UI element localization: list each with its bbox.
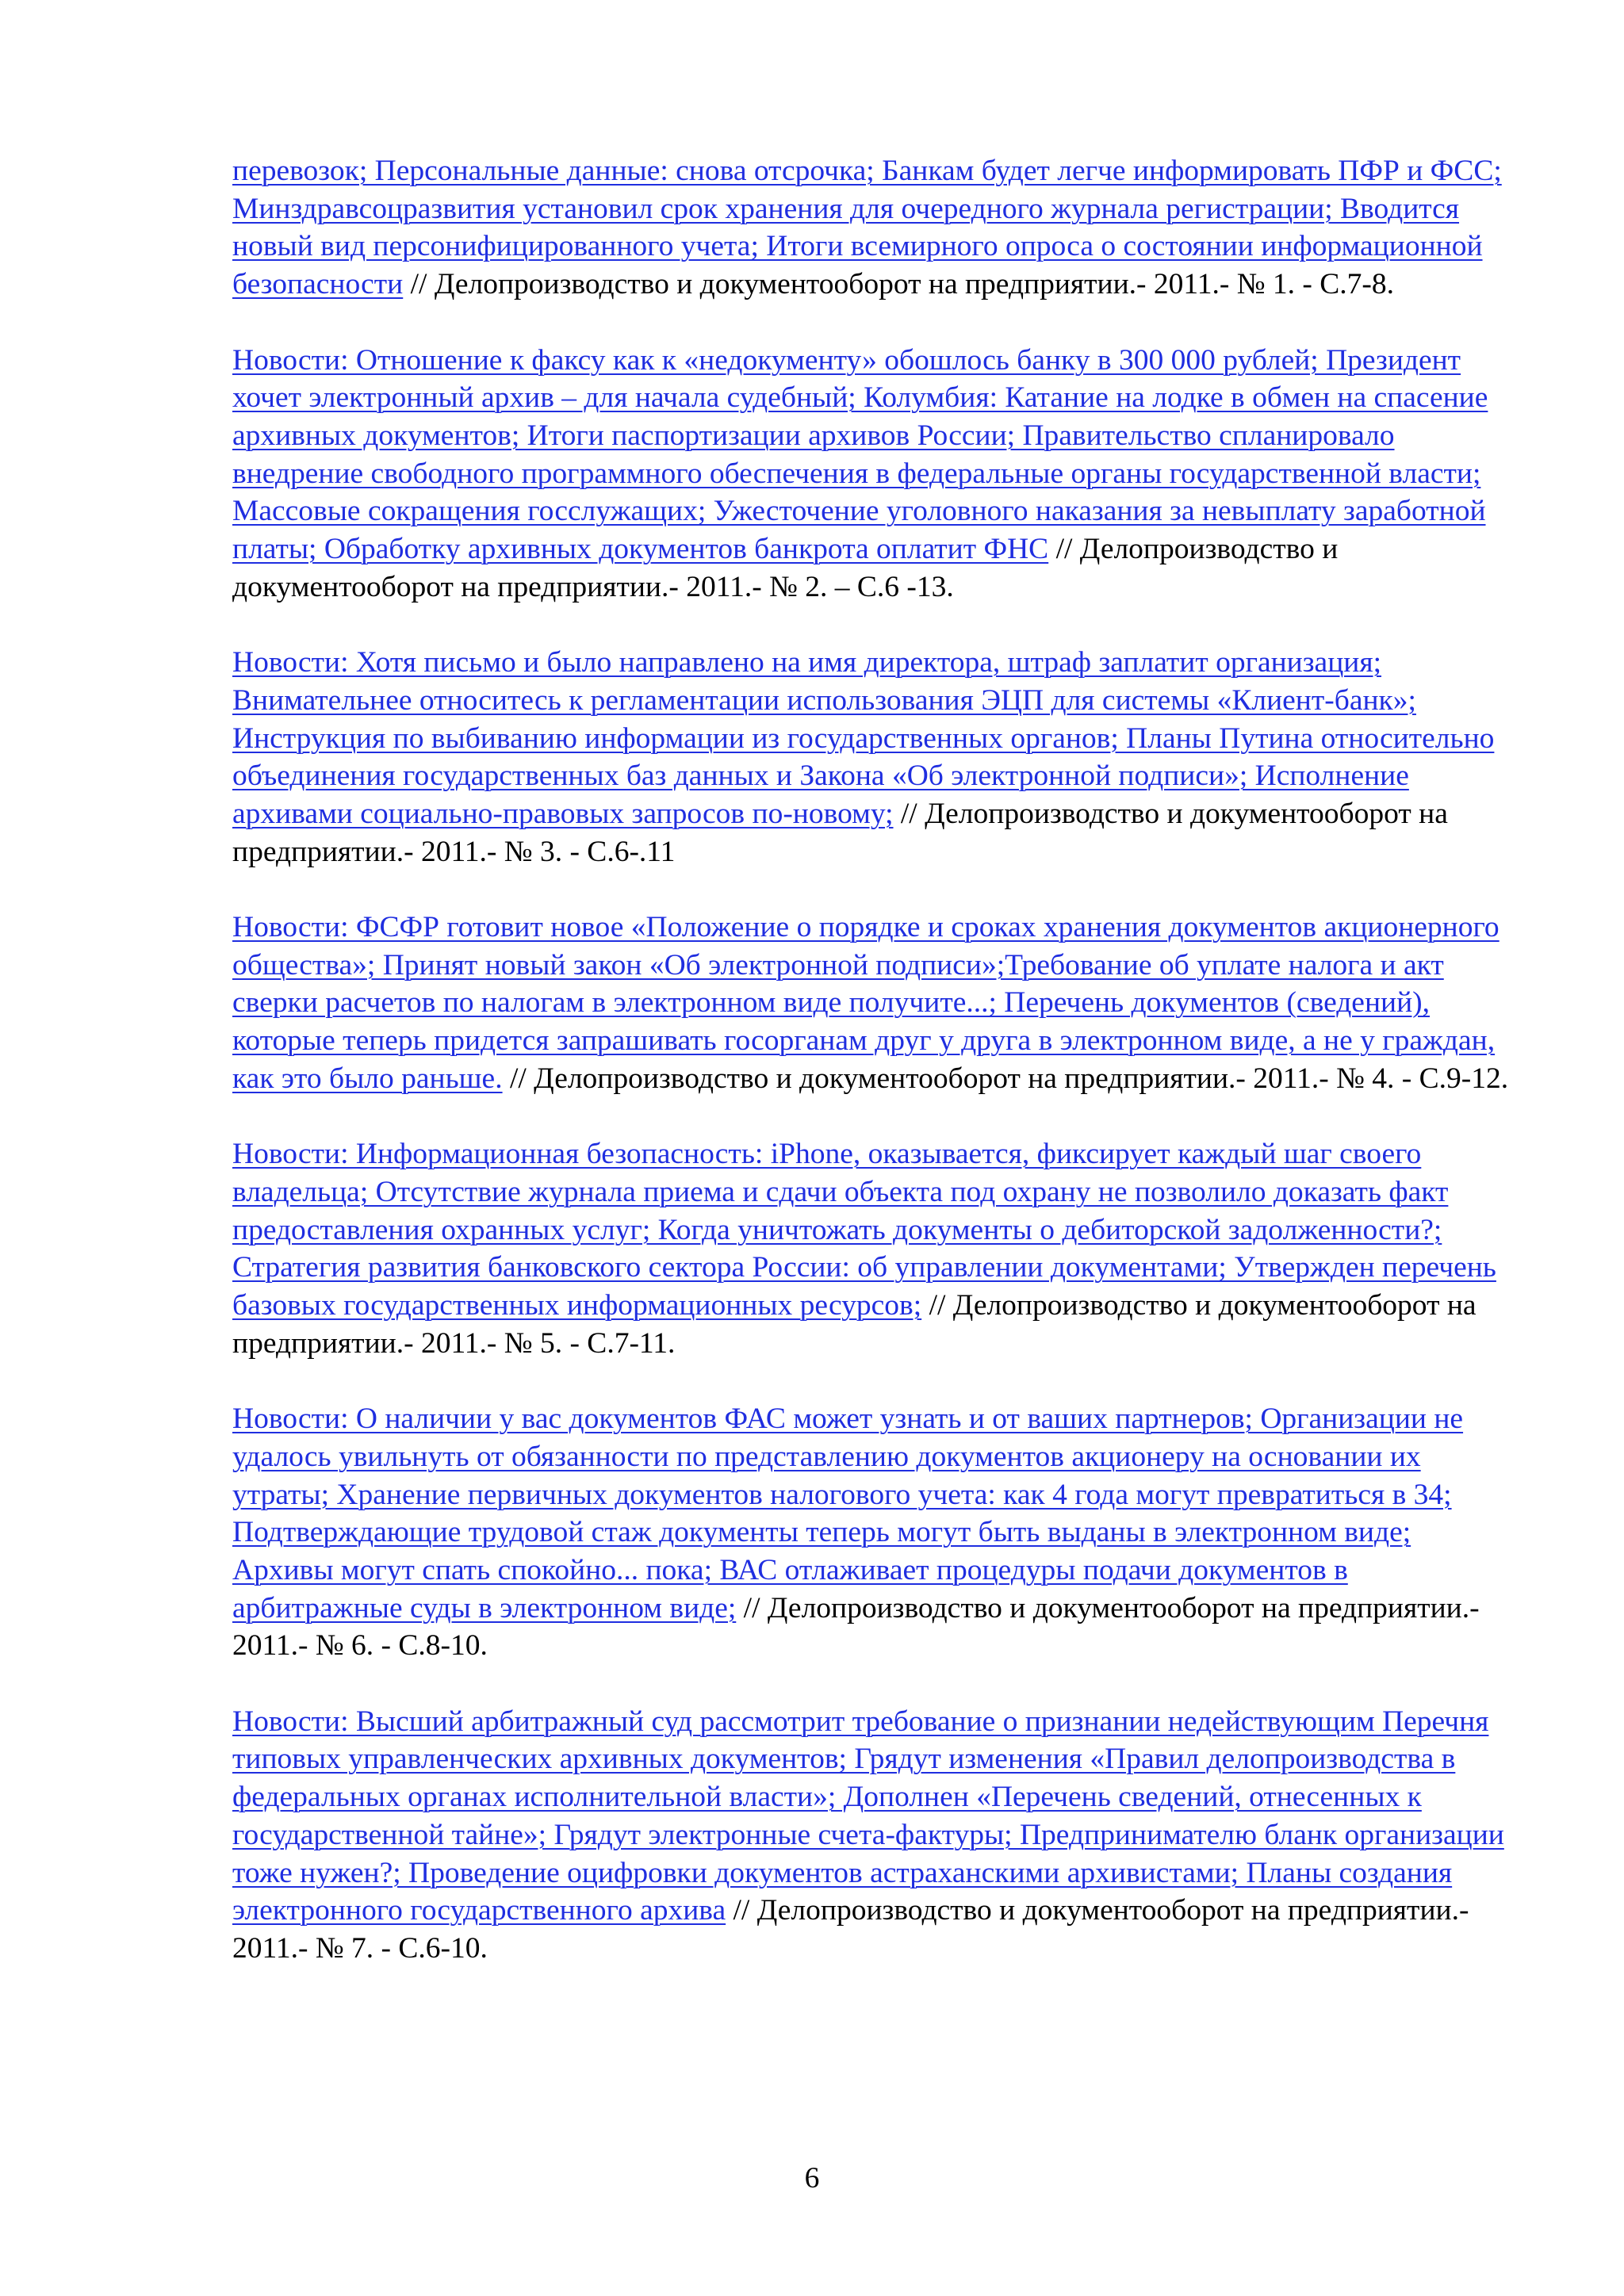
document-body [232, 152, 1517, 2005]
bibliography-entry-4 [232, 909, 1517, 1098]
citation-source-5: // Делопроизводство и документооборот на предприятии.- 2011.- № 5. - С.7-11. [232, 1289, 1477, 1360]
bibliography-entry-5 [232, 1135, 1517, 1362]
news-link-5[interactable]: Новости: Информационная безопасность: iPhone, оказывается, фиксирует каждый шаг своего владельца; Отсутствие журнала приема и сдачи объекта под охрану не позволило доказать факт предоставления охранных услуг; Когда уничтожать документы о дебиторской задолженности?; Стратегия развития банковского сектора России: об управлении документами; Утвержден перечень базовых государственных информационных ресурсов; [232, 1138, 1496, 1322]
page-number: 6 [804, 2162, 820, 2195]
bibliography-entry-6 [232, 1400, 1517, 1665]
citation-source-3: // Делопроизводство и документооборот на предприятии.- 2011.- № 3. - С.6-.11 [232, 797, 1448, 868]
bibliography-entry-2 [232, 342, 1517, 607]
news-link-4[interactable]: Новости: ФСФР готовит новое «Положение о порядке и сроках хранения документов акционерного общества»; Принят новый закон «Об электронной подписи»;Требование об уплате налога и акт сверки расчетов по налогам в электронном виде получите...; Перечень документов (сведений), которые теперь придется запрашивать госорганам друг у друга в электронном виде, а не у граждан, как это было раньше. [232, 911, 1500, 1095]
news-link-7[interactable]: Новости: Высший арбитражный суд рассмотрит требование о признании недействующим Перечня типовых управленческих архивных документов; Грядут изменения «Правил делопроизводства в федеральных органах исполнительной власти»; Дополнен «Перечень сведений, отнесенных к государственной тайне»; Грядут электронные счета-фактуры; Предпринимателю бланк организации тоже нужен?; Проведение оцифровки документов астраханскими архивистами; Планы создания электронного государственного архива [232, 1705, 1504, 1927]
news-link-3[interactable]: Новости: Хотя письмо и было направлено на имя директора, штраф заплатит организация; Внимательнее относитесь к регламентации использования ЭЦП для системы «Клиент-банк»; Инструкция по выбиванию информации из государственных органов; Планы Путина относительно объединения государственных баз данных и Закона «Об электронной подписи»; Исполнение архивами социально-правовых запросов по-новому; [232, 646, 1495, 830]
citation-source-1: // Делопроизводство и документооборот на предприятии.- 2011.- № 1. - С.7-8. [403, 268, 1395, 301]
citation-source-6: // Делопроизводство и документооборот на предприятии.- 2011.- № 6. - С.8-10. [232, 1591, 1480, 1663]
bibliography-entry-3 [232, 644, 1517, 871]
news-link-1[interactable]: перевозок; Персональные данные: снова отсрочка; Банкам будет легче информировать ПФР и ФСС; Минздравсоцразвития установил срок хранения для очередного журнала регистрации; Вводится новый вид персонифицированного учета; Итоги всемирного опроса о состоянии информационной безопасности [232, 155, 1502, 301]
citation-source-7: // Делопроизводство и документооборот на предприятии.- 2011.- № 7. - С.6-10. [232, 1894, 1469, 1965]
bibliography-entry-1 [232, 152, 1517, 304]
bibliography-entry-7 [232, 1703, 1517, 1968]
news-link-6[interactable]: Новости: О наличии у вас документов ФАС может узнать и от ваших партнеров; Организации не удалось увильнуть от обязанности по представлению документов акционеру на основании их утраты; Хранение первичных документов налогового учета: как 4 года могут превратиться в 34; Подтверждающие трудовой стаж документы теперь могут быть выданы в электронном виде; Архивы могут спать спокойно... пока; ВАС отлаживает процедуры подачи документов в арбитражные суды в электронном виде; [232, 1402, 1464, 1624]
citation-source-4: // Делопроизводство и документооборот на предприятии.- 2011.- № 4. - С.9-12. [502, 1062, 1509, 1095]
citation-source-2: // Делопроизводство и документооборот на предприятии.- 2011.- № 2. – С.6 -13. [232, 533, 1339, 603]
news-link-2[interactable]: Новости: Отношение к факсу как к «недокументу» обошлось банку в 300 000 рублей; Президент хочет электронный архив – для начала судебный; Колумбия: Катание на лодке в обмен на спасение архивных документов; Итоги паспортизации архивов России; Правительство спланировало внедрение свободного программного обеспечения в федеральные органы государственной власти; Массовые сокращения госслужащих; Ужесточение уголовного наказания за невыплату заработной платы; Обработку архивных документов банкрота оплатит ФНС [232, 343, 1488, 566]
